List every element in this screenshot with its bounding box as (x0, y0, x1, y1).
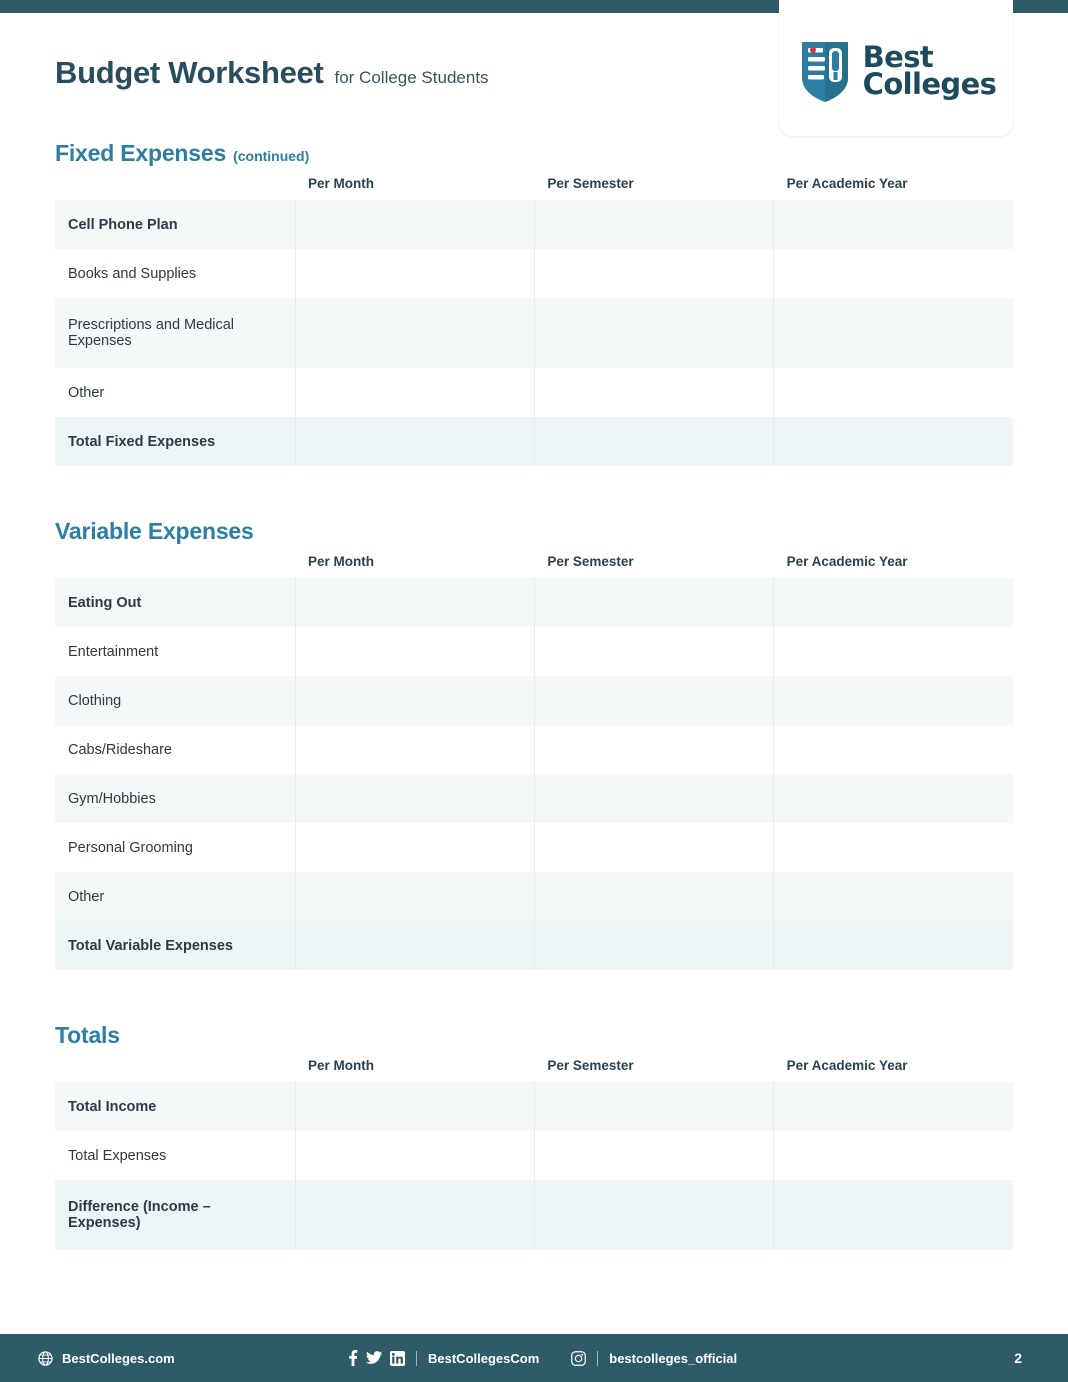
page-title: Budget Worksheet (55, 55, 324, 90)
table-row (55, 676, 1013, 725)
input-cell-per-semester[interactable] (534, 1131, 773, 1180)
footer-website[interactable] (38, 1351, 175, 1366)
input-cell-per-academic-year[interactable] (774, 200, 1013, 249)
input-cell-per-month[interactable] (295, 872, 534, 921)
brand-wordmark (862, 40, 997, 101)
footer-social-handle: BestCollegesCom (428, 1350, 540, 1366)
row-label: Other (55, 368, 295, 417)
section-heading (55, 518, 1013, 545)
column-header-per-academic-year: Per Academic Year (786, 1058, 908, 1073)
table-header-row (55, 554, 1013, 578)
brand-logo-card (779, 0, 1013, 136)
section-heading (55, 140, 1013, 167)
input-cell-per-academic-year[interactable] (774, 417, 1013, 466)
table-header-row (55, 1058, 1013, 1082)
row-label: Prescriptions and Medical Expenses (55, 298, 295, 368)
section-title: Fixed Expenses (55, 140, 227, 166)
input-cell-per-academic-year[interactable] (774, 725, 1013, 774)
input-cell-per-academic-year[interactable] (774, 1082, 1013, 1131)
section-title: Totals (55, 1022, 120, 1048)
footer-website-label: BestColleges.com (62, 1350, 175, 1366)
shield-logo-icon (796, 38, 854, 104)
column-header-per-month: Per Month (308, 554, 375, 569)
input-cell-per-month[interactable] (295, 676, 534, 725)
input-cell-per-month[interactable] (295, 1131, 534, 1180)
footer-divider (416, 1351, 417, 1366)
section-totals (55, 1022, 1013, 1250)
row-label: Total Fixed Expenses (55, 417, 295, 466)
footer-instagram-handle: bestcolleges_official (609, 1350, 738, 1366)
input-cell-per-month[interactable] (295, 921, 534, 970)
input-cell-per-semester[interactable] (534, 298, 773, 368)
column-header-per-academic-year: Per Academic Year (786, 176, 908, 191)
row-label: Other (55, 872, 295, 921)
footer-social-group-main (348, 1350, 539, 1366)
input-cell-per-semester[interactable] (534, 578, 773, 627)
brand-wordmark-line2: Colleges (862, 67, 997, 101)
input-cell-per-academic-year[interactable] (774, 1180, 1013, 1250)
input-cell-per-academic-year[interactable] (774, 1131, 1013, 1180)
footer-social (348, 1350, 737, 1366)
table-row (55, 774, 1013, 823)
input-cell-per-semester[interactable] (534, 200, 773, 249)
row-label: Total Expenses (55, 1131, 295, 1180)
section-variable-expenses (55, 518, 1013, 970)
table-row (55, 627, 1013, 676)
input-cell-per-month[interactable] (295, 1082, 534, 1131)
table-row-total (55, 1180, 1013, 1250)
input-cell-per-month[interactable] (295, 725, 534, 774)
input-cell-per-semester[interactable] (534, 417, 773, 466)
row-label: Total Variable Expenses (55, 921, 295, 970)
input-cell-per-academic-year[interactable] (774, 676, 1013, 725)
input-cell-per-month[interactable] (295, 823, 534, 872)
input-cell-per-semester[interactable] (534, 725, 773, 774)
row-label: Difference (Income – Expenses) (55, 1180, 295, 1250)
linkedin-icon[interactable] (390, 1351, 405, 1366)
fixed-expenses-table (55, 176, 1013, 466)
column-header-per-month: Per Month (308, 1058, 375, 1073)
totals-table (55, 1058, 1013, 1250)
input-cell-per-month[interactable] (295, 417, 534, 466)
row-label: Total Income (55, 1082, 295, 1131)
input-cell-per-semester[interactable] (534, 368, 773, 417)
column-header-per-semester: Per Semester (547, 1058, 634, 1073)
table-row (55, 298, 1013, 368)
table-row (55, 200, 1013, 249)
input-cell-per-academic-year[interactable] (774, 627, 1013, 676)
table-row (55, 368, 1013, 417)
table-row (55, 249, 1013, 298)
facebook-icon[interactable] (348, 1350, 358, 1366)
input-cell-per-semester[interactable] (534, 774, 773, 823)
input-cell-per-semester[interactable] (534, 1082, 773, 1131)
input-cell-per-month[interactable] (295, 578, 534, 627)
twitter-icon[interactable] (366, 1351, 382, 1365)
table-row-total (55, 417, 1013, 466)
input-cell-per-academic-year[interactable] (774, 872, 1013, 921)
row-label: Books and Supplies (55, 249, 295, 298)
input-cell-per-semester[interactable] (534, 249, 773, 298)
input-cell-per-academic-year[interactable] (774, 823, 1013, 872)
input-cell-per-academic-year[interactable] (774, 578, 1013, 627)
table-row (55, 823, 1013, 872)
input-cell-per-semester[interactable] (534, 627, 773, 676)
input-cell-per-academic-year[interactable] (774, 368, 1013, 417)
column-header-per-academic-year: Per Academic Year (786, 554, 908, 569)
table-row (55, 578, 1013, 627)
globe-icon (38, 1351, 53, 1366)
section-title: Variable Expenses (55, 518, 254, 544)
input-cell-per-month[interactable] (295, 1180, 534, 1250)
column-header-per-semester: Per Semester (547, 554, 634, 569)
table-header-row (55, 176, 1013, 200)
section-heading (55, 1022, 1013, 1049)
input-cell-per-semester[interactable] (534, 823, 773, 872)
column-header-label (55, 1058, 295, 1082)
column-header-per-month: Per Month (308, 176, 375, 191)
section-fixed-expenses (55, 140, 1013, 466)
row-label: Gym/Hobbies (55, 774, 295, 823)
input-cell-per-academic-year[interactable] (774, 249, 1013, 298)
table-row-total (55, 921, 1013, 970)
input-cell-per-semester[interactable] (534, 872, 773, 921)
row-label: Cell Phone Plan (55, 200, 295, 249)
footer-divider (597, 1351, 598, 1366)
input-cell-per-month[interactable] (295, 368, 534, 417)
table-row (55, 1082, 1013, 1131)
input-cell-per-academic-year[interactable] (774, 774, 1013, 823)
input-cell-per-month[interactable] (295, 627, 534, 676)
input-cell-per-month[interactable] (295, 774, 534, 823)
row-label: Clothing (55, 676, 295, 725)
instagram-icon[interactable] (571, 1351, 586, 1366)
page-footer (0, 1334, 1068, 1382)
column-header-per-semester: Per Semester (547, 176, 634, 191)
row-label: Cabs/Rideshare (55, 725, 295, 774)
section-note: (continued) (233, 148, 310, 164)
column-header-label (55, 176, 295, 200)
input-cell-per-academic-year[interactable] (774, 298, 1013, 368)
table-row (55, 1131, 1013, 1180)
page-number: 2 (1014, 1350, 1022, 1366)
row-label: Entertainment (55, 627, 295, 676)
input-cell-per-academic-year[interactable] (774, 921, 1013, 970)
table-row (55, 725, 1013, 774)
brand-wordmark-line1: Best (862, 40, 934, 75)
input-cell-per-month[interactable] (295, 200, 534, 249)
table-row (55, 872, 1013, 921)
footer-social-group-instagram (571, 1351, 737, 1366)
page-title-row (55, 55, 489, 91)
column-header-label (55, 554, 295, 578)
input-cell-per-month[interactable] (295, 249, 534, 298)
row-label: Personal Grooming (55, 823, 295, 872)
input-cell-per-semester[interactable] (534, 676, 773, 725)
input-cell-per-semester[interactable] (534, 1180, 773, 1250)
input-cell-per-month[interactable] (295, 298, 534, 368)
page-subtitle: for College Students (334, 68, 489, 87)
input-cell-per-semester[interactable] (534, 921, 773, 970)
variable-expenses-table (55, 554, 1013, 970)
row-label: Eating Out (55, 578, 295, 627)
